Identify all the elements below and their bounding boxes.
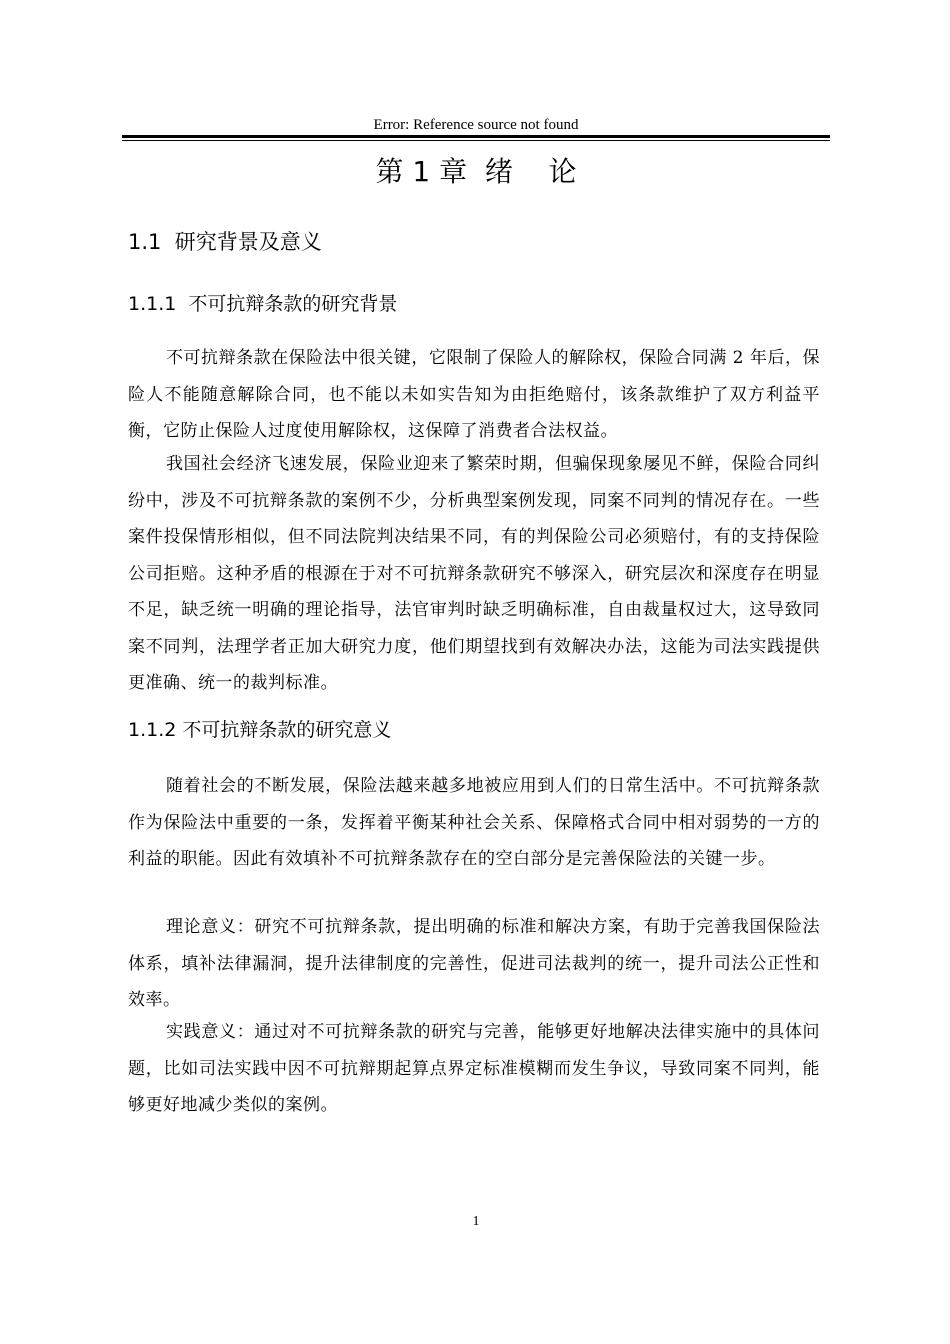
header-rule-thin: [122, 140, 830, 141]
paragraph: 理论意义：研究不可抗辩条款，提出明确的标准和解决方案，有助于完善我国保险法体系，填补法律漏洞，提升法律制度的完善性，促进司法裁判的统一，提升司法公正性和效率。: [128, 917, 820, 1010]
paragraph: 不可抗辩条款在保险法中很关键，它限制了保险人的解除权，保险合同满 2 年后，保险人不能随意解除合同，也不能以未如实告知为由拒绝赔付，该条款维护了双方利益平衡，它防止保险人过度使用解除权，这保障了消费者合法权益。: [128, 348, 820, 441]
paragraph: 随着社会的不断发展，保险法越来越多地被应用到人们的日常生活中。不可抗辩条款作为保险法中重要的一条，发挥着平衡某种社会关系、保障格式合同中相对弱势的一方的利益的职能。因此有效填补不可抗辩条款存在的空白部分是完善保险法的关键一步。: [128, 776, 820, 869]
subsection-heading-background: 1.1.1 不可抗辩条款的研究背景: [128, 293, 398, 315]
chapter-title: 第 1 章 绪 论: [375, 155, 577, 188]
header-rule-thick: [122, 135, 830, 138]
paragraph: 我国社会经济飞速发展，保险业迎来了繁荣时期，但骗保现象屡见不鲜，保险合同纠纷中，涉及不可抗辩条款的案例不少，分析典型案例发现，同案不同判的情况存在。一些案件投保情形相似，但不同法院判决结果不同，有的判保险公司必须赔付，有的支持保险公司拒赔。这种矛盾的根源在于对不可抗辩条款研究不够深入，研究层次和深度存在明显不足，缺乏统一明确的理论指导，法官审判时缺乏明确标准，自由裁量权过大，这导致同案不同判，法理学者正加大研究力度，他们期望找到有效解决办法，这能为司法实践提供更准确、统一的裁判标准。: [128, 454, 820, 693]
subsection-heading-significance: 1.1.2 不可抗辩条款的研究意义: [128, 719, 392, 741]
running-header: Error: Reference source not found: [373, 117, 579, 133]
page-number: 1: [472, 1214, 480, 1229]
paragraph: 实践意义：通过对不可抗辩条款的研究与完善，能够更好地解决法律实施中的具体问题，比如司法实践中因不可抗辩期起算点界定标准模糊而发生争议，导致同案不同判，能够更好地减少类似的案例。: [128, 1022, 820, 1115]
section-heading: 1.1 研究背景及意义: [128, 230, 322, 254]
